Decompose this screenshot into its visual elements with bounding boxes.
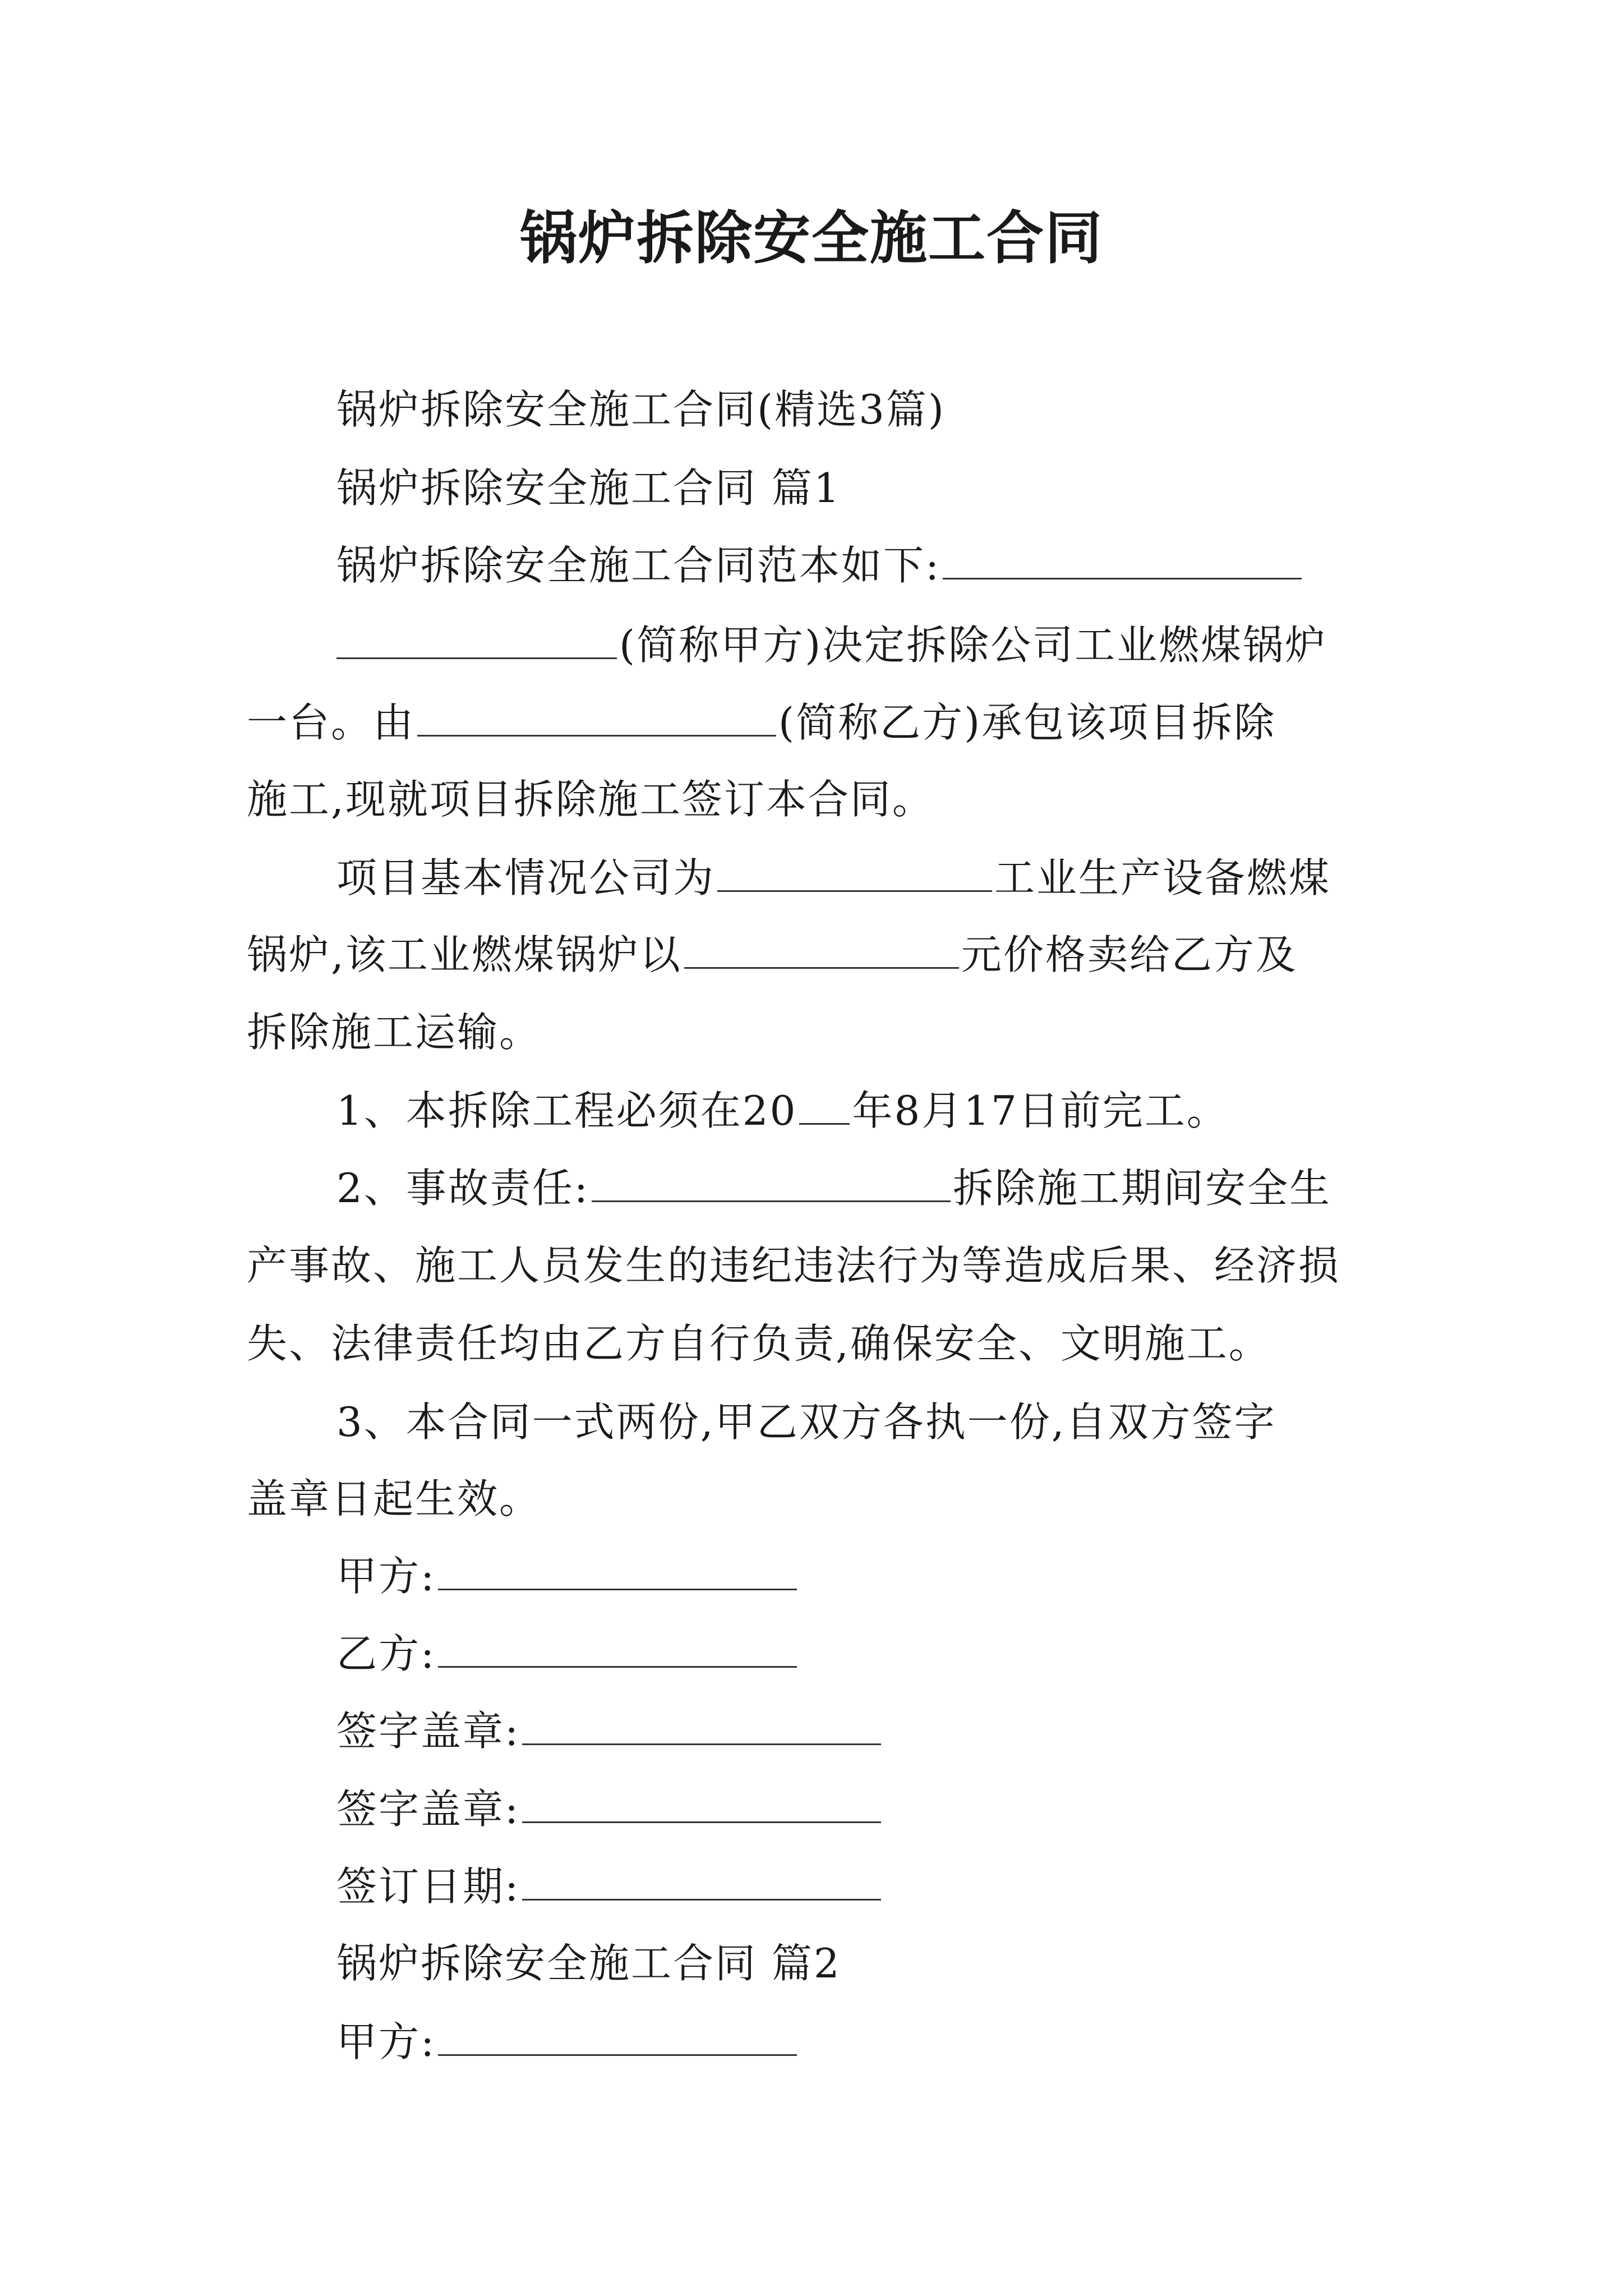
para2-line2-prefix: 锅炉,该工业燃煤锅炉以 xyxy=(247,931,682,978)
item2-line1-suffix: 拆除施工期间安全生 xyxy=(953,1165,1332,1212)
fill-blank xyxy=(438,2019,797,2056)
item1-suffix: 年8月17日前完工。 xyxy=(852,1087,1229,1134)
fill-blank xyxy=(336,623,617,659)
sign-seal-label-2: 签字盖章: xyxy=(336,1786,520,1833)
item3-line1: 3、本合同一式两份,甲乙双方各执一份,自双方签字 xyxy=(336,1398,1276,1446)
item3-line2: 盖章日起生效。 xyxy=(247,1475,542,1522)
para1-line2 xyxy=(247,694,1276,751)
signature-party-b xyxy=(336,1626,799,1682)
para2-line2-suffix: 元价格卖给乙方及 xyxy=(961,931,1298,978)
party-a-label: 甲方: xyxy=(336,1553,436,1600)
fill-blank xyxy=(717,855,992,892)
para2-line1-prefix: 项目基本情况公司为 xyxy=(336,854,716,901)
party-b-label: 乙方: xyxy=(336,1630,436,1677)
signature-party-a xyxy=(336,1548,799,1604)
item1-prefix: 1、本拆除工程必须在20 xyxy=(336,1087,797,1134)
template-intro-line xyxy=(336,537,1304,593)
item2-line2: 产事故、施工人员发生的违纪违法行为等造成后果、经济损 xyxy=(247,1242,1341,1289)
para1-line3: 施工,现就项目拆除施工签订本合同。 xyxy=(247,776,934,823)
fill-blank xyxy=(522,1709,881,1745)
para1-line1 xyxy=(336,617,1327,673)
heading-selection: 锅炉拆除安全施工合同(精选3篇) xyxy=(336,386,946,433)
item2-line3: 失、法律责任均由乙方自行负责,确保安全、文明施工。 xyxy=(247,1320,1271,1367)
fill-blank xyxy=(522,1864,881,1901)
fill-blank xyxy=(417,700,776,737)
item2-line1 xyxy=(336,1160,1331,1216)
fill-blank xyxy=(684,932,959,969)
fill-blank xyxy=(438,1631,797,1668)
heading-part2: 锅炉拆除安全施工合同 篇2 xyxy=(336,1940,841,1987)
document-title: 锅炉拆除安全施工合同 xyxy=(520,205,1103,272)
para1-line1-text: (简称甲方)决定拆除公司工业燃煤锅炉 xyxy=(619,622,1327,669)
para2-line1 xyxy=(336,850,1331,906)
para2-line3: 拆除施工运输。 xyxy=(247,1009,542,1056)
para2-line1-suffix: 工业生产设备燃煤 xyxy=(994,854,1331,901)
para1-line2-prefix: 一台。由 xyxy=(247,699,416,746)
part2-party-a-label: 甲方: xyxy=(336,2018,436,2065)
signature-date xyxy=(336,1858,883,1915)
para1-line2-suffix: (简称乙方)承包该项目拆除 xyxy=(778,699,1276,746)
signature-seal-2 xyxy=(336,1781,883,1837)
sign-seal-label-1: 签字盖章: xyxy=(336,1708,520,1755)
fill-blank xyxy=(438,1554,797,1590)
item2-line1-prefix: 2、事故责任: xyxy=(336,1165,590,1212)
para2-line2 xyxy=(247,927,1298,983)
item1-line xyxy=(336,1083,1229,1139)
fill-blank xyxy=(592,1166,951,1202)
heading-part1: 锅炉拆除安全施工合同 篇1 xyxy=(336,464,841,512)
part2-party-a xyxy=(336,2014,799,2070)
template-intro-text: 锅炉拆除安全施工合同范本如下: xyxy=(336,542,941,589)
sign-date-label: 签订日期: xyxy=(336,1863,520,1910)
fill-blank xyxy=(799,1088,850,1125)
fill-blank xyxy=(943,543,1302,579)
signature-seal-1 xyxy=(336,1703,883,1759)
fill-blank xyxy=(522,1787,881,1823)
